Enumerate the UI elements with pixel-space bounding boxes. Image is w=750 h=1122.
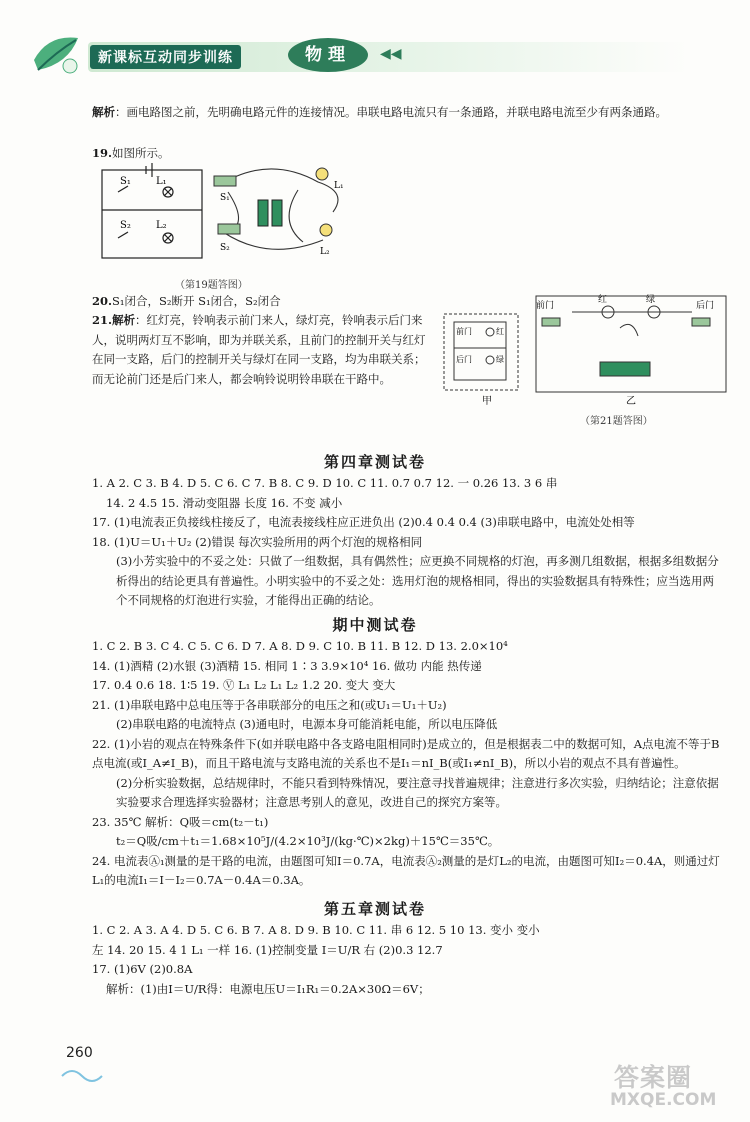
- midterm-title: 期中测试卷: [332, 616, 418, 634]
- chapter5-answers: [92, 921, 720, 999]
- chapter4-title: 第四章测试卷: [323, 453, 426, 471]
- battery-icon: [258, 200, 268, 226]
- wave-ornament-icon: [60, 1066, 110, 1086]
- label-front-door: 前门: [536, 301, 555, 311]
- label-red-small: 红: [496, 327, 504, 336]
- answer-line: 18. (1)U＝U₁＋U₂ (2)错误 每次实验所用的两个灯泡的规格相同: [92, 534, 423, 549]
- q21-number: 21.: [92, 313, 113, 327]
- label-back-door-small: 后门: [456, 355, 472, 364]
- q18-analysis: [92, 103, 720, 123]
- leaf-logo-icon: [28, 30, 90, 80]
- answer-line: 22. (1)小岩的观点在特殊条件下(如并联电路中各支路电阻相同时)是成立的，但是根据表二中的数据可知，A点电流不等于B点电流(或I_A≠I_B)，而且干路电流与支路电流的关系也不是I₁＝nI_B(或I₁≠nI_B)，所以小岩的观点不具有普遍性。: [92, 736, 720, 770]
- switch-s1-icon: [214, 176, 236, 186]
- q20-text: S₁闭合，S₂断开 S₁闭合，S₂闭合: [112, 294, 281, 308]
- q21-circuit-diagram: [442, 288, 732, 408]
- label-green-lamp: 绿: [646, 295, 656, 305]
- watermark-url: MXQE.COM: [610, 1090, 717, 1110]
- answer-line: 解析：(1)由I＝U/R得：电源电压U＝I₁R₁＝0.2A×30Ω＝6V；: [106, 981, 430, 996]
- answer-line: 1. A 2. C 3. B 4. D 5. C 6. C 7. B 8. C 9. D 10. C 11. 0.7 0.7 12. 一 0.26 13. 3 6 串: [92, 476, 558, 490]
- answer-line: 左 14. 20 15. 4 1 L₁ 一样 16. (1)控制变量 I＝U/R 右 (2)0.3 12.7: [92, 942, 443, 957]
- answer-line: 1. C 2. B 3. C 4. C 5. C 6. D 7. A 8. D 9. C 10. B 11. B 12. D 13. 2.0×10⁴: [92, 639, 508, 653]
- label-l2: L₂: [156, 220, 167, 231]
- analysis-label: 解析: [92, 105, 115, 119]
- label-s2-picture: S₂: [220, 243, 230, 253]
- q21-caption: （第21题答图）: [580, 416, 653, 427]
- switch-s2-icon: [218, 224, 240, 234]
- answer-line: 17. (1)6V (2)0.8A: [92, 962, 193, 976]
- series-title: 新课标互动同步训练: [90, 45, 241, 69]
- subject-badge: 物理: [288, 38, 368, 72]
- label-s2: S₂: [120, 220, 131, 231]
- page-header: [28, 28, 728, 86]
- label-back-door: 后门: [696, 301, 715, 311]
- label-s1: S₁: [120, 176, 131, 187]
- battery-icon: [272, 200, 282, 226]
- label-red-lamp: 红: [598, 295, 608, 305]
- bulb-l1-icon: [316, 168, 328, 180]
- answer-line: 14. 2 4.5 15. 滑动变阻器 长度 16. 不变 减小: [106, 495, 343, 510]
- answer-line: t₂＝Q吸/cm＋t₁＝1.68×10⁵J/(4.2×10³J/(kg·℃)×2kg)＋15℃＝35℃。: [116, 834, 500, 848]
- label-l1-picture: L₁: [334, 181, 344, 191]
- answer-line: 17. (1)电流表正负接线柱接反了，电流表接线柱应正进负出 (2)0.4 0.4 0.4 (3)串联电路中，电流处处相等: [92, 515, 635, 529]
- midterm-answers: [92, 637, 720, 891]
- answer-line: (2)分析实验数据，总结规律时，不能只看到特殊情况，要注意寻找普遍规律；注意进行多次实验，归纳结论；注意依据实验要求合理选择实验器材；注意思考别人的意见，改进自己的探究方案等。: [116, 775, 719, 809]
- front-door-switch-icon: [542, 318, 560, 326]
- label-yi: 乙: [626, 396, 636, 407]
- bulb-l2-icon: [320, 224, 332, 236]
- label-green-small: 绿: [496, 355, 504, 364]
- q21: [92, 311, 432, 389]
- answer-line: 1. C 2. A 3. A 4. D 5. C 6. B 7. A 8. D 9. B 10. C 11. 串 6 12. 5 10 13. 变小 变小: [92, 923, 540, 937]
- label-front-door-small: 前门: [456, 327, 472, 336]
- q21-text: ：红灯亮，铃响表示前门来人，绿灯亮，铃响表示后门来人，说明两灯互不影响，即为并联关系，且前门的控制开关与红灯在同一支路，后门的控制开关与绿灯在同一支路，均为串联关系；而无论前门还是后门来人，都会响铃说明铃串联在干路中。: [92, 313, 426, 386]
- answer-line: 21. (1)串联电路中总电压等于各串联部分的电压之和(或U₁＝U₁＋U₂): [92, 697, 447, 712]
- label-jia: 甲: [482, 396, 492, 407]
- q19-number: 19.: [92, 146, 113, 160]
- label-l2-picture: L₂: [320, 247, 330, 257]
- chapter5-title: 第五章测试卷: [323, 900, 426, 918]
- q19-circuit-diagram: [98, 162, 368, 280]
- page-number: 260: [66, 1045, 93, 1061]
- q19-header: [92, 144, 720, 164]
- answer-line: 14. (1)酒精 (2)水银 (3)酒精 15. 相同 1∶3 3.9×10⁴ 16. 做功 内能 热传递: [92, 658, 482, 673]
- q21-analysis-label: 解析: [112, 313, 136, 327]
- watermark-logo: 答案圈: [614, 1063, 693, 1092]
- label-l1: L₁: [156, 176, 167, 187]
- answer-line: 24. 电流表Ⓐ₁测量的是干路的电流，由题图可知I＝0.7A，电流表Ⓐ₂测量的是灯L₂的电流，由题图可知I₂＝0.4A，则通过灯L₁的电流I₁＝I－I₂＝0.7A－0.4A＝0.3A。: [92, 853, 720, 887]
- answer-line: (2)串联电路的电流特点 (3)通电时，电源本身可能消耗电能，所以电压降低: [116, 717, 498, 731]
- double-arrow-icon: ◀◀: [380, 46, 402, 62]
- q19-text: 如图所示。: [112, 146, 170, 160]
- q20-number: 20.: [92, 294, 113, 308]
- q18-text: ：画电路图之前，先明确电路元件的连接情况。串联电路电流只有一条通路，并联电路电流至少有两条通路。: [115, 105, 667, 119]
- answer-line: (3)小芳实验中的不妥之处：只做了一组数据，具有偶然性；应更换不同规格的灯泡，再多测几组数据，根据多组数据分析得出的结论更具有普遍性。小明实验中的不妥之处：选用灯泡的规格相同，得出的实验数据具有特殊性；应当选用两个不同规格的灯泡进行实验，才能得出正确的结论。: [116, 554, 719, 607]
- answer-line: 23. 35℃ 解析：Q吸＝cm(t₂－t₁): [92, 814, 269, 829]
- q19-caption: （第19题答图）: [175, 280, 248, 291]
- chapter4-answers: [92, 474, 720, 611]
- label-s1-picture: S₁: [220, 193, 230, 203]
- back-door-switch-icon: [692, 318, 710, 326]
- answer-line: 17. 0.4 0.6 18. 1∶5 19. Ⓥ L₁ L₂ L₁ L₂ 1.2 20. 变大 变大: [92, 678, 396, 692]
